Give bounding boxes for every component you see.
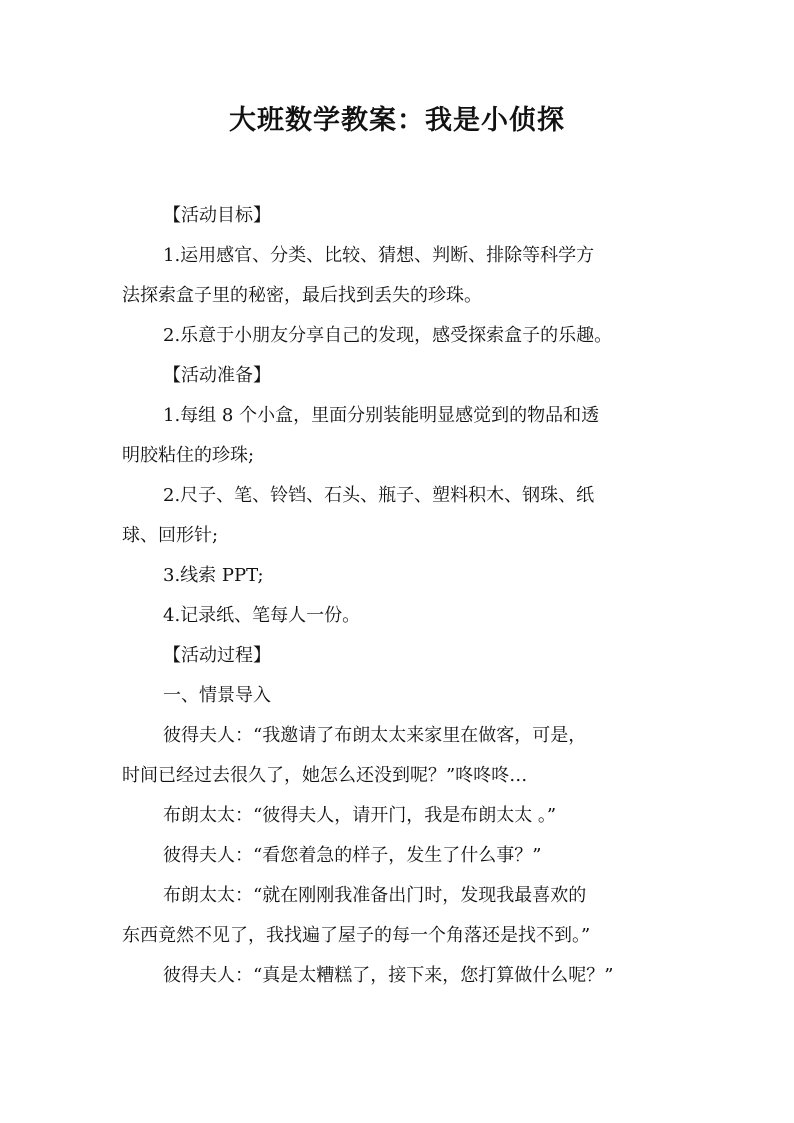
document-title: 大班数学教案：我是小侦探 (229, 105, 565, 136)
dialogue-line: 彼得夫人：“我邀请了布朗太太来家里在做客，可是， (163, 725, 587, 746)
dialogue-line: 东西竟然不见了，我找遍了屋子的每一个角落还是找不到。” (122, 925, 591, 946)
dialogue-line: 彼得夫人：“看您着急的样子，发生了什么事？” (163, 845, 542, 866)
paragraph-line: 2.乐意于小朋友分享自己的发现，感受探索盒子的乐趣。 (163, 325, 613, 346)
paragraph-line: 法探索盒子里的秘密，最后找到丢失的珍珠。 (122, 285, 482, 306)
dialogue-line: 彼得夫人：“真是太糟糕了，接下来，您打算做什么呢？” (163, 965, 614, 986)
paragraph-line: 3.线索 PPT; (163, 565, 264, 586)
dialogue-line: 布朗太太：“就在刚刚我准备出门时，发现我最喜欢的 (163, 885, 587, 906)
document-body (122, 196, 682, 996)
paragraph-line: 1.每组 8 个小盒，里面分别装能明显感觉到的物品和透 (163, 405, 600, 426)
section-heading-goals: 【活动目标】 (163, 205, 271, 226)
section-heading-preparation: 【活动准备】 (163, 365, 271, 386)
dialogue-line: 布朗太太：“彼得夫人，请开门，我是布朗太太 。” (163, 805, 557, 826)
dialogue-line: 时间已经过去很久了，她怎么还没到呢？”咚咚咚… (122, 765, 528, 786)
subheading-scene-intro: 一、情景导入 (163, 685, 271, 706)
paragraph-line: 明胶粘住的珍珠; (122, 445, 255, 466)
paragraph-line: 2.尺子、笔、铃铛、石头、瓶子、塑料积木、钢珠、纸 (163, 485, 595, 506)
paragraph-line: 4.记录纸、笔每人一份。 (163, 605, 361, 626)
paragraph-line: 1.运用感官、分类、比较、猜想、判断、排除等科学方 (163, 245, 595, 266)
paragraph-line: 球、回形针; (122, 525, 219, 546)
section-heading-process: 【活动过程】 (163, 645, 271, 666)
